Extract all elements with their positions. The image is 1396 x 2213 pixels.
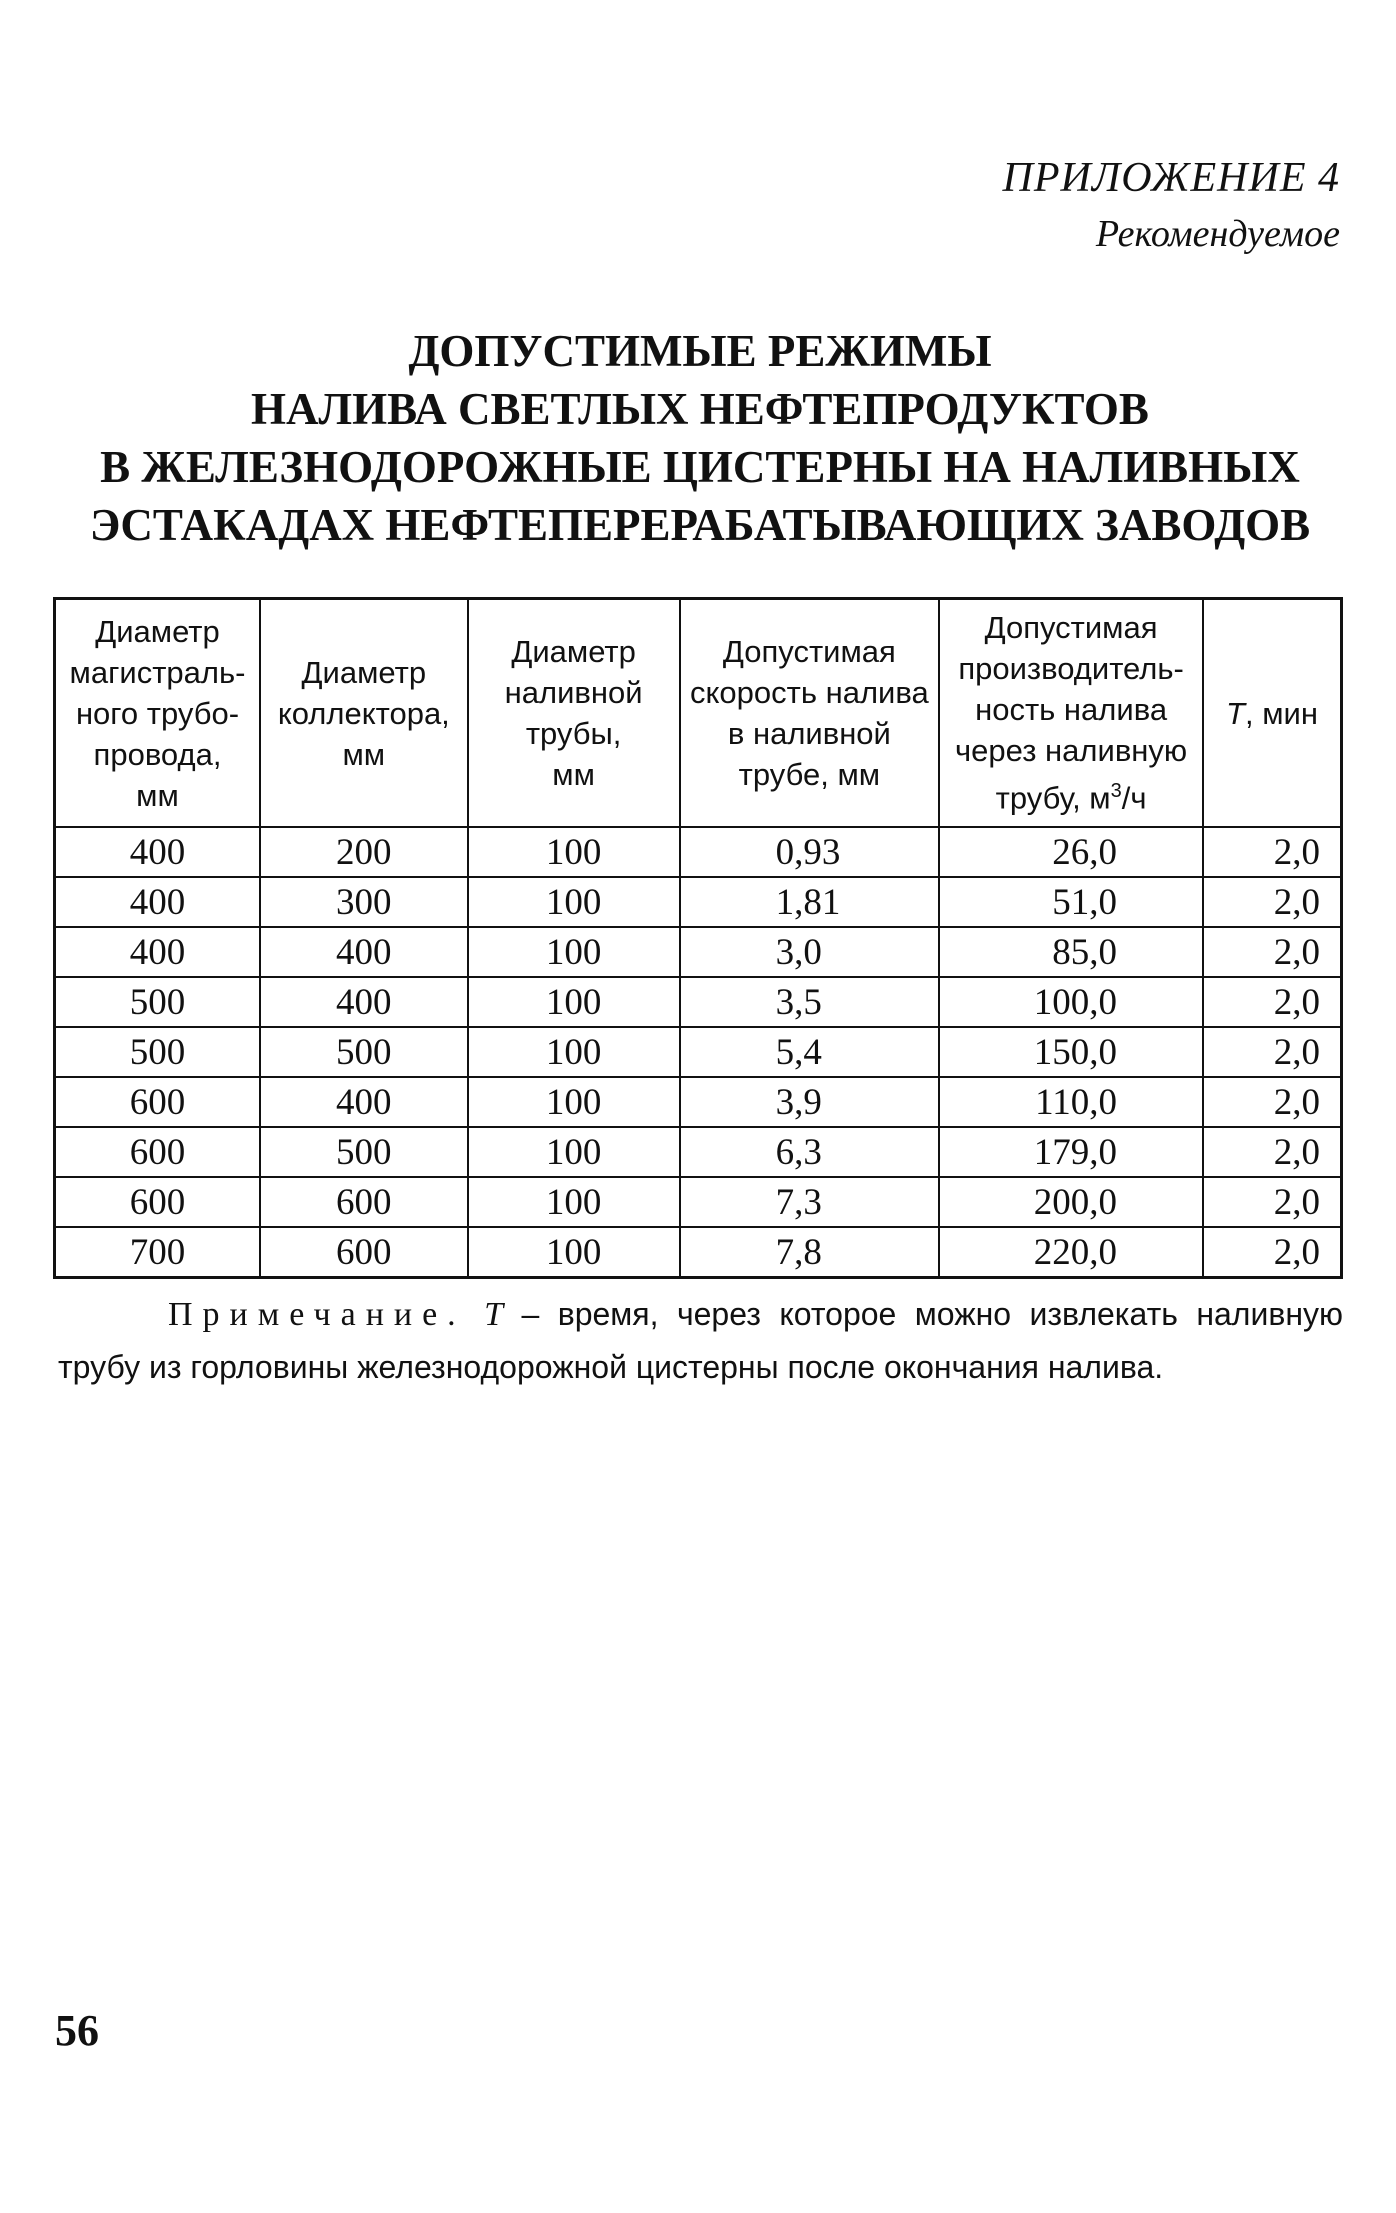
- table-cell: 2,0: [1203, 827, 1341, 877]
- table-cell: 3,9: [680, 1077, 940, 1127]
- note-label: Примечание.: [168, 1296, 466, 1333]
- table-row: [55, 1227, 1342, 1278]
- table-header-row: [55, 599, 1342, 828]
- table-cell: 600: [260, 1227, 468, 1278]
- title-line: В ЖЕЛЕЗНОДОРОЖНЫЕ ЦИСТЕРНЫ НА НАЛИВНЫХ: [100, 442, 1300, 492]
- header-allowed-speed: Допустимая скорость налива в наливной трубе, мм: [680, 599, 940, 828]
- table-row: [55, 827, 1342, 877]
- appendix-header: [1003, 150, 1340, 262]
- table-cell: 500: [260, 1027, 468, 1077]
- table-row: [55, 1177, 1342, 1227]
- note-text: – время, через которое можно извлекать наливную трубу из горловины железнодорожной цистерны после окончания налива.: [58, 1296, 1344, 1385]
- table-cell: 2,0: [1203, 927, 1341, 977]
- table-row: [55, 1077, 1342, 1127]
- header-allowed-capacity: Допустимая производитель- ность налива через наливную трубу, $м^3/ч$: [939, 599, 1203, 828]
- table-cell: 2,0: [1203, 1177, 1341, 1227]
- table-cell: 200,0: [939, 1177, 1203, 1227]
- table-cell: 300: [260, 877, 468, 927]
- table-row: [55, 927, 1342, 977]
- table-cell: 600: [55, 1127, 260, 1177]
- title-line: ДОПУСТИМЫЕ РЕЖИМЫ: [408, 326, 992, 376]
- table-cell: 600: [55, 1077, 260, 1127]
- table-row: [55, 1027, 1342, 1077]
- table-cell: 400: [260, 927, 468, 977]
- table-cell: 7,8: [680, 1227, 940, 1278]
- table-cell: 100: [468, 1177, 680, 1227]
- title-line: ЭСТАКАДАХ НЕФТЕПЕРЕРАБАТЫВАЮЩИХ ЗАВОДОВ: [89, 500, 1311, 550]
- table-cell: 1,81: [680, 877, 940, 927]
- table-cell: 2,0: [1203, 1227, 1341, 1278]
- appendix-label: ПРИЛОЖЕНИЕ 4: [1002, 155, 1340, 201]
- table-cell: 100: [468, 877, 680, 927]
- table-cell: 51,0: [939, 877, 1203, 927]
- header-time: T, мин: [1203, 599, 1341, 828]
- table-cell: 100: [468, 1227, 680, 1278]
- table-cell: 100: [468, 1027, 680, 1077]
- table-cell: 500: [55, 977, 260, 1027]
- table-cell: 100: [468, 977, 680, 1027]
- table-cell: 0,93: [680, 827, 940, 877]
- table-cell: 2,0: [1203, 1127, 1341, 1177]
- note-variable: T: [484, 1296, 504, 1333]
- table-body: [55, 827, 1342, 1278]
- table-cell: 200: [260, 827, 468, 877]
- table-cell: 400: [260, 1077, 468, 1127]
- table-cell: 150,0: [939, 1027, 1203, 1077]
- table-cell: 6,3: [680, 1127, 940, 1177]
- table-cell: 110,0: [939, 1077, 1203, 1127]
- page-title: [60, 322, 1340, 554]
- table-cell: 100,0: [939, 977, 1203, 1027]
- table-cell: 7,3: [680, 1177, 940, 1227]
- table-cell: 100: [468, 1127, 680, 1177]
- table-cell: 100: [468, 927, 680, 977]
- table-cell: 2,0: [1203, 1027, 1341, 1077]
- table-cell: 85,0: [939, 927, 1203, 977]
- table-cell: 5,4: [680, 1027, 940, 1077]
- table-cell: 500: [260, 1127, 468, 1177]
- unit-superscript: 3: [1110, 780, 1122, 803]
- header-loading-pipe-diameter: Диаметр наливной трубы, мм: [468, 599, 680, 828]
- header-main-pipe-diameter: Диаметр магистраль- ного трубо- провода, мм: [55, 599, 260, 828]
- table-cell: 400: [260, 977, 468, 1027]
- table-cell: 700: [55, 1227, 260, 1278]
- table-cell: 400: [55, 877, 260, 927]
- table-cell: 400: [55, 827, 260, 877]
- table-cell: 2,0: [1203, 977, 1341, 1027]
- header-collector-diameter: Диаметр коллектора, мм: [260, 599, 468, 828]
- title-line: НАЛИВА СВЕТЛЫХ НЕФТЕПРОДУКТОВ: [251, 384, 1149, 434]
- loading-modes-table: [53, 597, 1343, 1279]
- table-row: [55, 977, 1342, 1027]
- table-note: [58, 1288, 1343, 1393]
- table-row: [55, 1127, 1342, 1177]
- table-cell: 600: [260, 1177, 468, 1227]
- table-cell: 600: [55, 1177, 260, 1227]
- appendix-status: Рекомендуемое: [1095, 213, 1340, 255]
- table-cell: 100: [468, 1077, 680, 1127]
- table-cell: 220,0: [939, 1227, 1203, 1278]
- table-cell: 26,0: [939, 827, 1203, 877]
- table-cell: 3,0: [680, 927, 940, 977]
- table-cell: 2,0: [1203, 1077, 1341, 1127]
- table-cell: 179,0: [939, 1127, 1203, 1177]
- table-cell: 400: [55, 927, 260, 977]
- table-row: [55, 877, 1342, 927]
- table-cell: 100: [468, 827, 680, 877]
- table-cell: 500: [55, 1027, 260, 1077]
- table-cell: 3,5: [680, 977, 940, 1027]
- table-cell: 2,0: [1203, 877, 1341, 927]
- page-number: 56: [55, 2006, 99, 2055]
